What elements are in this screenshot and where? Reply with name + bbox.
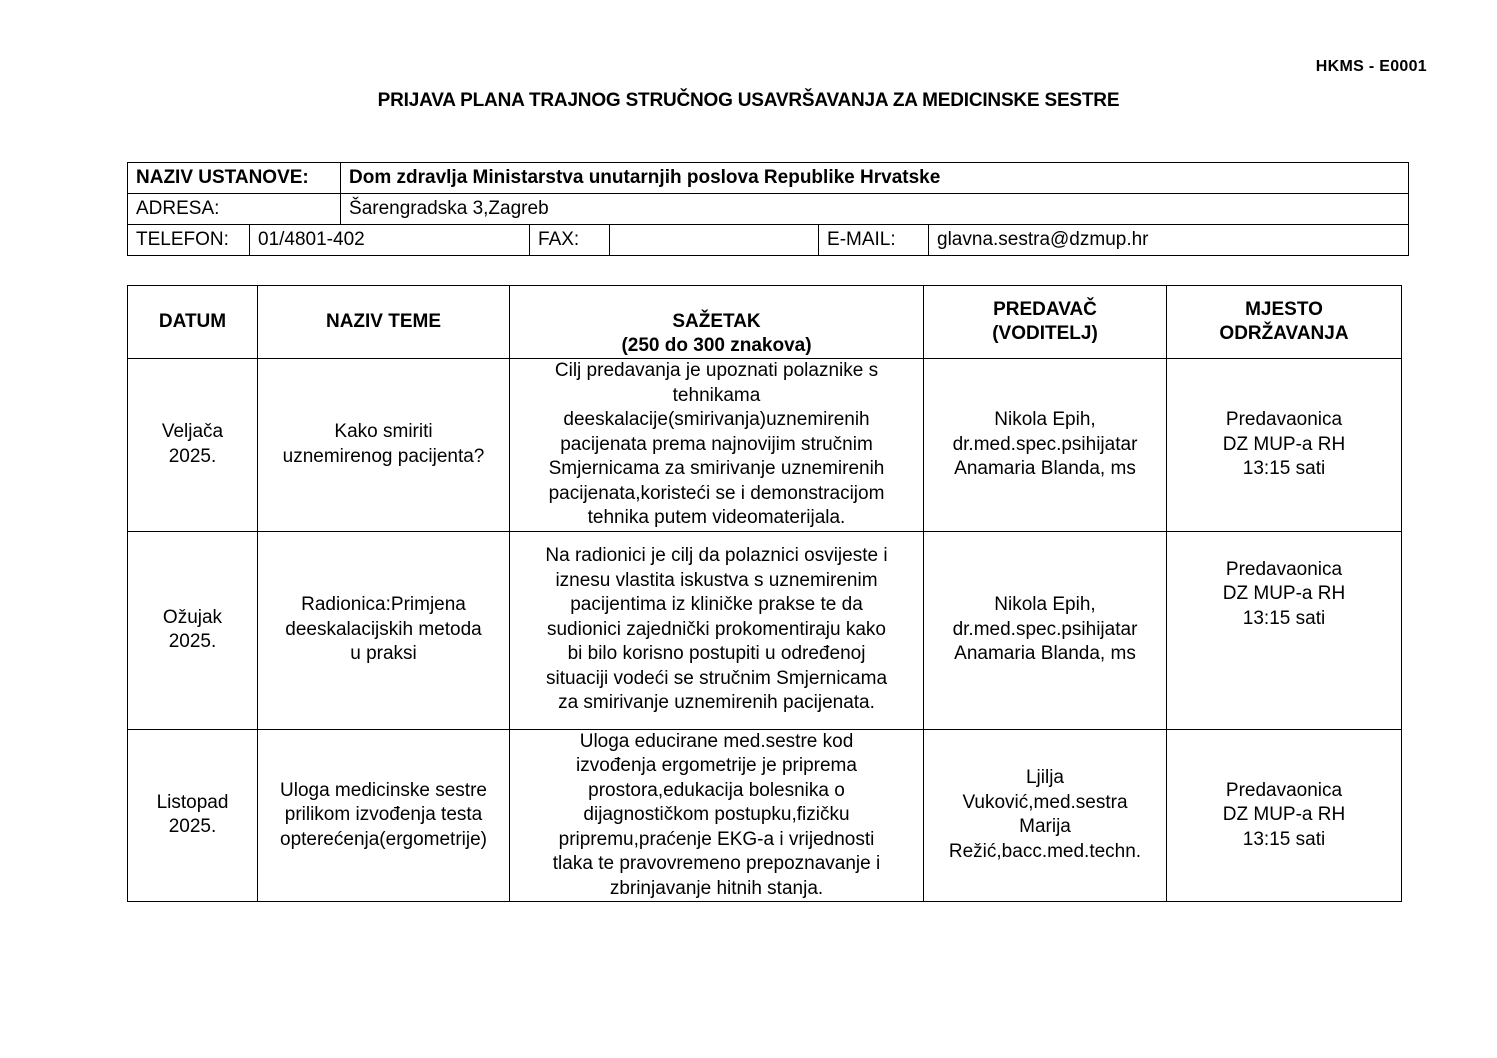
education-plan-table [127,285,1402,902]
institution-info-table [127,162,1409,256]
cell-topic: Uloga medicinske sestre prilikom izvođenja testa opterećenja(ergometrije) [258,729,510,902]
header-summary: SAŽETAK (250 do 300 znakova) [510,286,924,359]
header-location: MJESTO ODRŽAVANJA [1167,286,1402,359]
cell-date: Listopad 2025. [128,729,258,902]
institution-contact-row [128,225,1409,256]
phone-value: 01/4801-402 [250,225,530,256]
institution-address-row [128,194,1409,225]
cell-date: Ožujak 2025. [128,531,258,729]
header-date: DATUM [128,286,258,359]
page-title: PRIJAVA PLANA TRAJNOG STRUČNOG USAVRŠAVANJA ZA MEDICINSKE SESTRE [377,90,1120,111]
cell-lecturer: Nikola Epih, dr.med.spec.psihijatar Anamaria Blanda, ms [924,531,1167,729]
cell-summary: Cilj predavanja je upoznati polaznike s tehnikama deeskalacije(smirivanja)uznemirenih pacijenata prema najnovijim stručnim Smjernicama za smirivanje uznemirenih pacijenata,koristeći se i demonstracijom tehnika putem videomaterijala. [510,359,924,532]
fax-label: FAX: [530,225,610,256]
table-row [128,359,1402,532]
cell-location: Predavaonica DZ MUP-a RH 13:15 sati [1167,359,1402,532]
cell-summary: Uloga educirane med.sestre kod izvođenja ergometrije je priprema prostora,edukacija bolesnika o dijagnostičkom postupku,fizičku pripremu,praćenje EKG-a i vrijednosti tlaka te pravovremeno prepoznavanje i zbrinjavanje hitnih stanja. [510,729,924,902]
cell-topic: Radionica:Primjena deeskalacijskih metoda u praksi [258,531,510,729]
institution-name-row [128,163,1409,194]
form-code: HKMS - E0001 [1315,58,1427,75]
cell-location: Predavaonica DZ MUP-a RH 13:15 sati [1167,531,1402,729]
address-value: Šarengradska 3,Zagreb [341,194,1409,225]
address-label: ADRESA: [128,194,341,225]
phone-label: TELEFON: [128,225,250,256]
table-row [128,729,1402,902]
plan-header-row [128,286,1402,359]
cell-date: Veljača 2025. [128,359,258,532]
header-lecturer: PREDAVAČ (VODITELJ) [924,286,1167,359]
cell-summary: Na radionici je cilj da polaznici osvijeste i iznesu vlastita iskustva s uznemirenim pacijentima iz kliničke prakse te da sudionici zajednički prokomentiraju kako bi bilo korisno postupiti u određenoj situaciji vodeći se stručnim Smjernicama za smirivanje uznemirenih pacijenata. [510,531,924,729]
institution-name-label: NAZIV USTANOVE: [128,163,341,194]
table-row [128,531,1402,729]
cell-location: Predavaonica DZ MUP-a RH 13:15 sati [1167,729,1402,902]
email-value: glavna.sestra@dzmup.hr [929,225,1409,256]
cell-lecturer: Nikola Epih, dr.med.spec.psihijatar Anamaria Blanda, ms [924,359,1167,532]
cell-topic: Kako smiriti uznemirenog pacijenta? [258,359,510,532]
fax-value [610,225,819,256]
email-label: E-MAIL: [819,225,929,256]
cell-lecturer: Ljilja Vuković,med.sestra Marija Režić,bacc.med.techn. [924,729,1167,902]
header-topic: NAZIV TEME [258,286,510,359]
institution-name-value: Dom zdravlja Ministarstva unutarnjih poslova Republike Hrvatske [341,163,1409,194]
